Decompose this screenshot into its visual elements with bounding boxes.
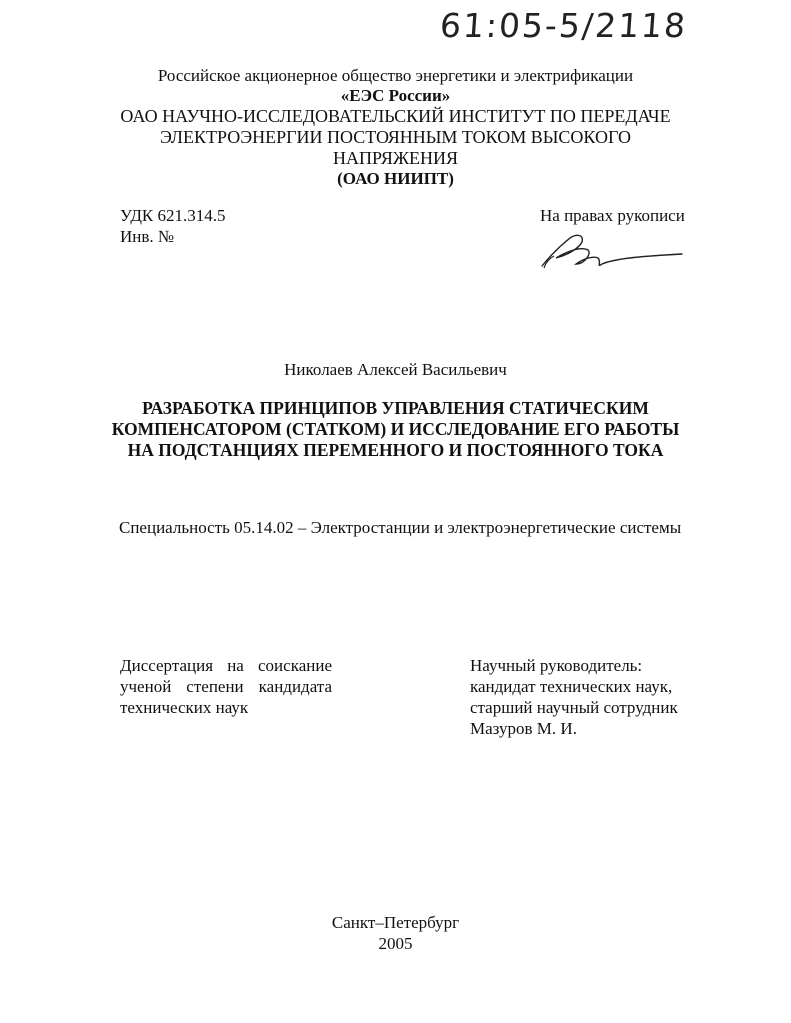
- city: Санкт–Петербург: [331, 913, 460, 932]
- title-line-2: КОМПЕНСАТОРОМ (СТАТКОМ) И ИССЛЕДОВАНИЕ ЕГО РАБОТЫ: [111, 419, 680, 439]
- dissertation-line-3: технических наук: [120, 698, 249, 717]
- title-line-3: НА ПОДСТАНЦИЯХ ПЕРЕМЕННОГО И ПОСТОЯННОГО ТОКА: [127, 440, 664, 460]
- signature-icon: [536, 228, 686, 278]
- dissertation-line-1: Диссертация на соискание: [120, 656, 332, 675]
- specialty: Специальность 05.14.02 – Электростанции и электроэнергетические системы: [119, 518, 682, 537]
- archive-number-handwritten: 61:05-5/2118: [438, 6, 689, 45]
- supervisor-info: [470, 655, 678, 739]
- org-line-4: ЭЛЕКТРОЭНЕРГИИ ПОСТОЯННЫМ ТОКОМ ВЫСОКОГО: [160, 127, 631, 147]
- udk-block: [120, 205, 226, 247]
- supervisor-line-3: старший научный сотрудник: [470, 698, 678, 717]
- supervisor-line-2: кандидат технических наук,: [470, 677, 673, 696]
- udk-code: УДК 621.314.5: [120, 206, 226, 225]
- rights-notice: На правах рукописи: [540, 206, 685, 225]
- supervisor-line-4: Мазуров М. И.: [470, 719, 577, 738]
- dissertation-title: [0, 398, 791, 461]
- org-line-1: Российское акционерное общество энергетики и электрификации: [157, 66, 634, 85]
- inventory-number: Инв. №: [120, 227, 175, 246]
- organization-header: [0, 66, 791, 189]
- place-and-year: [0, 912, 791, 954]
- year: 2005: [378, 934, 413, 953]
- title-line-1: РАЗРАБОТКА ПРИНЦИПОВ УПРАВЛЕНИЯ СТАТИЧЕСКИМ: [142, 398, 649, 418]
- dissertation-line-2: ученой степени кандидата: [120, 677, 332, 696]
- org-line-5: НАПРЯЖЕНИЯ: [332, 148, 458, 168]
- dissertation-info: [120, 655, 332, 718]
- org-line-2: «ЕЭС России»: [340, 86, 451, 105]
- org-line-3: ОАО НАУЧНО-ИССЛЕДОВАТЕЛЬСКИЙ ИНСТИТУТ ПО ПЕРЕДАЧЕ: [120, 106, 671, 126]
- supervisor-line-1: Научный руководитель:: [470, 656, 643, 675]
- author-name: Николаев Алексей Васильевич: [284, 360, 507, 379]
- org-line-6: (ОАО НИИПТ): [337, 169, 454, 188]
